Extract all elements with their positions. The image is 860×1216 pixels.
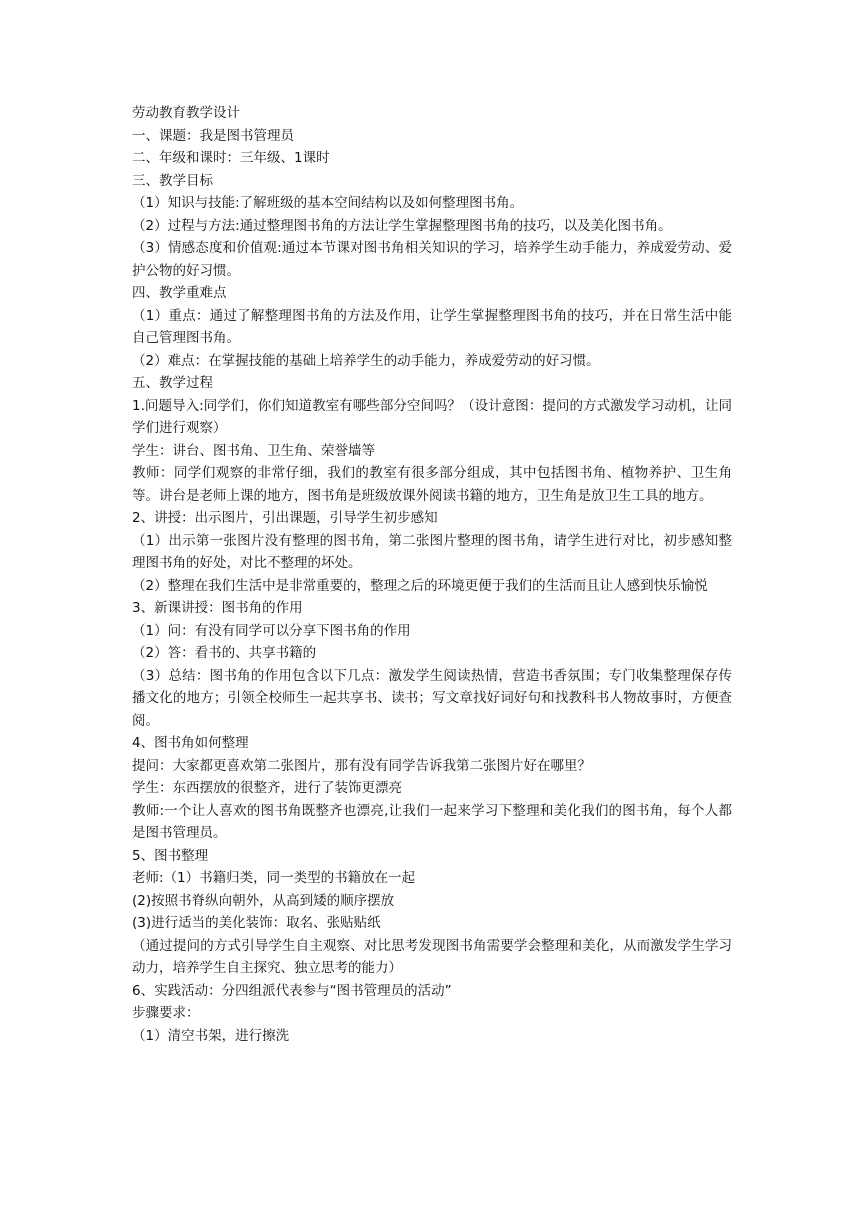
paragraph: （1）出示第一张图片没有整理的图书角，第二张图片整理的图书角，请学生进行对比，初步感知整理图书角的好处，对比不整理的坏处。 (132, 532, 732, 571)
paragraph: 教师:一个让人喜欢的图书角既整齐也漂亮,让我们一起来学习下整理和美化我们的图书角，每个人都是图书管理员。 (132, 802, 732, 841)
paragraph: （2）整理在我们生活中是非常重要的，整理之后的环境更便于我们的生活而且让人感到快乐愉悦 (132, 577, 708, 594)
section-heading-key-points: 四、教学重难点 (132, 285, 227, 301)
paragraph: 步骤要求： (132, 1005, 200, 1021)
section-topic: 一、课题：我是图书管理员 (132, 127, 294, 144)
goal-item: （1）知识与技能:了解班级的基本空间结构以及如何整理图书角。 (132, 195, 524, 211)
goal-item: （2）过程与方法:通过整理图书角的方法让学生掌握整理图书角的技巧，以及美化图书角。 (132, 217, 672, 234)
paragraph: 老师:（1）书籍归类，同一类型的书籍放在一起 (132, 870, 416, 886)
section-heading-goals: 三、教学目标 (132, 172, 213, 189)
paragraph: 教师：同学们观察的非常仔细，我们的教室有很多部分组成，其中包括图书角、植物养护、卫生角等。讲台是老师上课的地方，图书角是班级放课外阅读书籍的地方，卫生角是放卫生工具的地方。 (132, 465, 732, 504)
paragraph: 5、图书整理 (132, 847, 209, 864)
section-grade: 二、年级和课时：三年级、1课时 (132, 150, 330, 166)
paragraph: （1）问：有没有同学可以分享下图书角的作用 (132, 622, 411, 639)
key-point-item: （2）难点：在掌握技能的基础上培养学生的动手能力，养成爱劳动的好习惯。 (132, 352, 600, 369)
document-title: 劳动教育教学设计 (132, 105, 240, 121)
paragraph: （3）总结：图书角的作用包含以下几点：激发学生阅读热情，营造书香氛围；专门收集整理保存传播文化的地方；引领全校师生一起共享书、读书；写文章找好词好句和找教科书人物故事时，方便查阅。 (132, 667, 732, 729)
paragraph: 4、图书角如何整理 (132, 735, 249, 751)
goal-item: （3）情感态度和价值观:通过本节课对图书角相关知识的学习，培养学生动手能力，养成爱劳动、爱护公物的好习惯。 (132, 240, 732, 279)
key-point-item: （1）重点：通过了解整理图书角的方法及作用，让学生掌握整理图书角的技巧，并在日常生活中能自己管理图书角。 (132, 307, 732, 346)
paragraph: 学生：东西摆放的很整齐，进行了装饰更漂亮 (132, 780, 402, 796)
paragraph: （1）清空书架，进行擦洗 (132, 1027, 290, 1044)
paragraph: 学生：讲台、图书角、卫生角、荣誉墙等 (132, 442, 375, 459)
paragraph: （通过提问的方式引导学生自主观察、对比思考发现图书角需要学会整理和美化，从而激发学生学习动力，培养学生自主探究、独立思考的能力） (132, 937, 732, 976)
paragraph: （2）答：看书的、共享书籍的 (132, 645, 317, 661)
paragraph: 6、实践活动：分四组派代表参与“图书管理员的活动” (132, 982, 452, 999)
paragraph: 3、新课讲授：图书角的作用 (132, 600, 303, 616)
section-heading-process: 五、教学过程 (132, 375, 213, 391)
document-body (132, 102, 732, 1047)
paragraph: (3)进行适当的美化装饰：取名、张贴贴纸 (132, 915, 381, 931)
paragraph: 2、讲授：出示图片，引出课题，引导学生初步感知 (132, 510, 438, 526)
paragraph: 提问：大家都更喜欢第二张图片，那有没有同学告诉我第二张图片好在哪里？ (132, 757, 591, 774)
paragraph: (2)按照书脊纵向朝外，从高到矮的顺序摆放 (132, 892, 395, 909)
paragraph: 1.问题导入:同学们，你们知道教室有哪些部分空间吗？（设计意图：提问的方式激发学习动机，让同学们进行观察） (132, 397, 732, 436)
